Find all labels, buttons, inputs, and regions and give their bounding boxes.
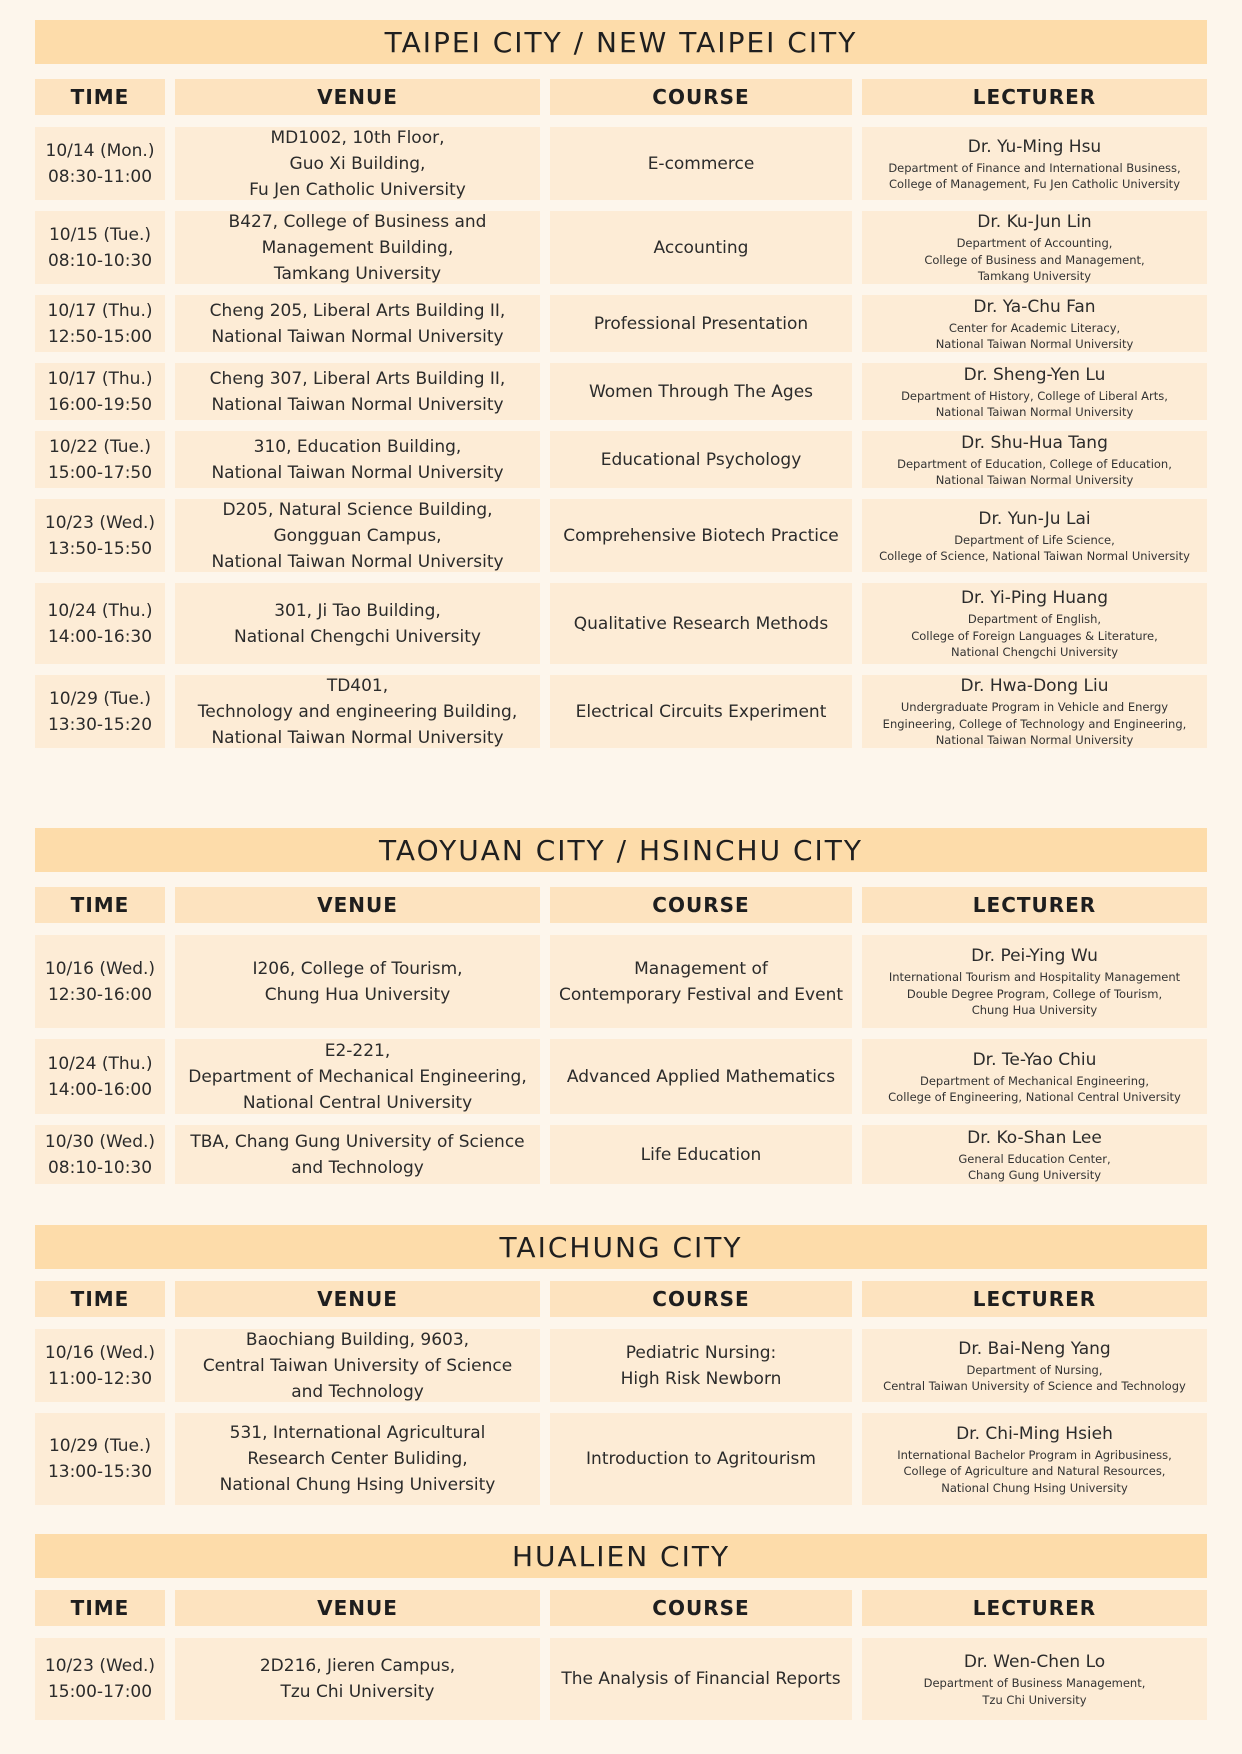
time-cell xyxy=(35,675,165,748)
venue-cell xyxy=(175,935,540,1028)
lecturer-affiliation: College of Agriculture and Natural Resources, xyxy=(903,1464,1166,1479)
session-hours: 12:50-15:00 xyxy=(47,326,153,347)
course-cell xyxy=(550,211,852,284)
venue-line: Guo Xi Building, xyxy=(289,153,426,174)
lecturer-cell xyxy=(862,935,1207,1028)
session-hours: 08:30-11:00 xyxy=(47,166,153,187)
session-date: 10/23 (Wed.) xyxy=(44,1656,156,1676)
venue-line: National Taiwan Normal University xyxy=(211,326,504,347)
time-cell xyxy=(35,1329,165,1402)
venue-cell xyxy=(175,583,540,664)
lecturer-name: Dr. Ya-Chu Fan xyxy=(973,296,1096,317)
table-row xyxy=(35,583,1207,664)
time-cell xyxy=(35,935,165,1028)
venue-line: Department of Mechanical Engineering, xyxy=(188,1066,527,1087)
table-row xyxy=(35,211,1207,284)
table-row xyxy=(35,675,1207,748)
venue-line: 310, Education Building, xyxy=(253,436,462,457)
lecturer-affiliation: Department of Life Science, xyxy=(954,532,1115,547)
table-row xyxy=(35,431,1207,488)
lecturer-affiliation: Department of English, xyxy=(967,612,1102,627)
course-name: E-commerce xyxy=(647,153,755,174)
venue-line: TD401, xyxy=(326,675,389,696)
venue-line: National Chung Hsing University xyxy=(219,1475,496,1495)
venue-cell xyxy=(175,295,540,352)
time-cell xyxy=(35,295,165,352)
lecturer-name: Dr. Chi-Ming Hsieh xyxy=(956,1423,1113,1444)
lecturer-header: LECTURER xyxy=(862,1281,1207,1317)
session-date: 10/23 (Wed.) xyxy=(44,512,156,533)
venue-cell xyxy=(175,1039,540,1114)
lecturer-name: Dr. Yi-Ping Huang xyxy=(960,588,1109,609)
region-title: TAOYUAN CITY / HSINCHU CITY xyxy=(35,828,1207,872)
session-hours: 08:10-10:30 xyxy=(47,1157,153,1178)
venue-header: VENUE xyxy=(175,1281,540,1317)
lecturer-name: Dr. Te-Yao Chiu xyxy=(972,1049,1097,1070)
lecturer-affiliation: Tzu Chi University xyxy=(982,1692,1087,1707)
venue-line: 531, International Agricultural xyxy=(229,1423,486,1443)
session-hours: 13:00-15:30 xyxy=(47,1462,153,1482)
session-hours: 16:00-19:50 xyxy=(47,394,153,415)
lecturer-affiliation: National Taiwan Normal University xyxy=(935,473,1134,487)
venue-line: Baochiang Building, 9603, xyxy=(245,1329,470,1350)
venue-line: Cheng 307, Liberal Arts Building II, xyxy=(209,368,506,389)
time-cell xyxy=(35,1125,165,1184)
session-hours: 12:30-16:00 xyxy=(47,984,153,1005)
session-date: 10/24 (Thu.) xyxy=(47,600,153,621)
lecturer-cell xyxy=(862,363,1207,420)
table-header xyxy=(35,1281,1207,1317)
session-hours: 14:00-16:30 xyxy=(47,626,153,647)
course-name: Pediatric Nursing: xyxy=(625,1342,777,1363)
course-cell xyxy=(550,127,852,200)
course-name: Accounting xyxy=(653,237,749,258)
venue-line: National Central University xyxy=(242,1092,473,1113)
venue-cell xyxy=(175,431,540,488)
venue-line: National Taiwan Normal University xyxy=(211,462,504,483)
venue-line: Technology and engineering Building, xyxy=(197,701,518,722)
session-date: 10/24 (Thu.) xyxy=(47,1053,153,1074)
venue-line: TBA, Chang Gung University of Science xyxy=(190,1131,525,1152)
lecturer-cell xyxy=(862,1125,1207,1184)
course-header: COURSE xyxy=(550,1590,852,1626)
lecturer-name: Dr. Yun-Ju Lai xyxy=(978,508,1091,529)
table-row xyxy=(35,127,1207,200)
session-date: 10/14 (Mon.) xyxy=(45,140,155,161)
lecturer-affiliation: College of Foreign Languages & Literature, xyxy=(911,628,1158,643)
course-cell xyxy=(550,499,852,572)
schedule-table xyxy=(35,887,1207,1195)
course-cell xyxy=(550,675,852,748)
lecturer-name: Dr. Shu-Hua Tang xyxy=(961,432,1108,453)
lecturer-affiliation: National Taiwan Normal University xyxy=(935,337,1134,351)
time-header: TIME xyxy=(35,887,165,923)
lecturer-affiliation: College of Management, Fu Jen Catholic University xyxy=(889,177,1180,191)
venue-line: National Chengchi University xyxy=(234,626,481,647)
lecturer-affiliation: National Taiwan Normal University xyxy=(935,733,1134,748)
lecturer-cell xyxy=(862,431,1207,488)
table-row xyxy=(35,363,1207,420)
time-cell xyxy=(35,1413,165,1505)
course-name: Qualitative Research Methods xyxy=(573,613,829,634)
lecturer-cell xyxy=(862,1039,1207,1114)
venue-line: Chung Hua University xyxy=(264,984,451,1005)
session-hours: 15:00-17:00 xyxy=(47,1682,153,1702)
session-hours: 13:50-15:50 xyxy=(47,538,153,559)
course-cell xyxy=(550,1329,852,1402)
session-date: 10/30 (Wed.) xyxy=(44,1131,156,1152)
table-row xyxy=(35,499,1207,572)
course-name: Educational Psychology xyxy=(600,449,802,470)
course-cell xyxy=(550,1638,852,1720)
lecturer-cell xyxy=(862,211,1207,284)
venue-line: National Taiwan Normal University xyxy=(211,727,504,748)
lecturer-name: Dr. Bai-Neng Yang xyxy=(958,1338,1111,1359)
venue-line: National Taiwan Normal University xyxy=(211,394,504,415)
table-row xyxy=(35,295,1207,352)
lecturer-affiliation: Department of Education, College of Education, xyxy=(897,456,1172,471)
lecturer-name: Dr. Sheng-Yen Lu xyxy=(963,364,1106,385)
venue-cell xyxy=(175,211,540,284)
course-cell xyxy=(550,295,852,352)
lecturer-affiliation: Chang Gung University xyxy=(967,1168,1102,1182)
course-name: Comprehensive Biotech Practice xyxy=(563,525,839,546)
session-date: 10/29 (Tue.) xyxy=(48,1436,152,1456)
lecturer-affiliation: College of Business and Management, xyxy=(924,252,1145,267)
time-cell xyxy=(35,1039,165,1114)
venue-line: Gongguan Campus, xyxy=(273,525,442,546)
course-cell xyxy=(550,1039,852,1114)
lecturer-name: Dr. Wen-Chen Lo xyxy=(963,1652,1106,1672)
lecturer-affiliation: Department of Business Management, xyxy=(923,1676,1146,1690)
venue-cell xyxy=(175,1638,540,1720)
time-cell xyxy=(35,499,165,572)
course-header: COURSE xyxy=(550,887,852,923)
session-date: 10/29 (Tue.) xyxy=(48,688,152,709)
table-header xyxy=(35,79,1207,115)
lecturer-affiliation: Department of Mechanical Engineering, xyxy=(919,1073,1149,1088)
lecturer-affiliation: Department of Finance and International Business, xyxy=(888,160,1181,175)
lecturer-cell xyxy=(862,1329,1207,1402)
course-cell xyxy=(550,363,852,420)
venue-header: VENUE xyxy=(175,887,540,923)
venue-line: Central Taiwan University of Science xyxy=(202,1355,513,1376)
lecturer-affiliation: College of Science, National Taiwan Normal University xyxy=(879,549,1190,563)
venue-line: E2-221, xyxy=(324,1040,391,1061)
lecturer-cell xyxy=(862,675,1207,748)
lecturer-name: Dr. Yu-Ming Hsu xyxy=(967,136,1102,157)
session-date: 10/16 (Wed.) xyxy=(44,1342,156,1363)
venue-cell xyxy=(175,1125,540,1184)
table-row xyxy=(35,1039,1207,1114)
venue-line: Management Building, xyxy=(261,237,454,258)
lecturer-cell xyxy=(862,583,1207,664)
lecturer-affiliation: Tamkang University xyxy=(977,269,1092,284)
region-title: TAIPEI CITY / NEW TAIPEI CITY xyxy=(35,20,1207,64)
lecturer-affiliation: Double Degree Program, College of Tourism, xyxy=(906,986,1163,1001)
course-name: The Analysis of Financial Reports xyxy=(561,1669,841,1689)
course-name: Life Education xyxy=(640,1144,762,1165)
session-date: 10/17 (Thu.) xyxy=(47,300,153,321)
venue-line: Research Center Buliding, xyxy=(247,1449,468,1469)
course-header: COURSE xyxy=(550,1281,852,1317)
session-date: 10/16 (Wed.) xyxy=(44,958,156,979)
session-hours: 14:00-16:00 xyxy=(47,1079,153,1100)
lecturer-affiliation: Engineering, College of Technology and Engineering, xyxy=(882,716,1187,731)
time-cell xyxy=(35,211,165,284)
table-row xyxy=(35,1413,1207,1505)
venue-header: VENUE xyxy=(175,1590,540,1626)
lecturer-cell xyxy=(862,1638,1207,1720)
region-title: HUALIEN CITY xyxy=(35,1534,1207,1578)
lecturer-header: LECTURER xyxy=(862,887,1207,923)
lecturer-affiliation: National Chung Hsing University xyxy=(941,1480,1128,1495)
lecturer-cell xyxy=(862,1413,1207,1505)
schedule-table xyxy=(35,1281,1207,1516)
venue-line: Tzu Chi University xyxy=(280,1682,435,1702)
lecturer-affiliation: National Taiwan Normal University xyxy=(935,405,1134,419)
lecturer-cell xyxy=(862,127,1207,200)
lecturer-affiliation: International Tourism and Hospitality Management xyxy=(888,970,1181,985)
lecturer-cell xyxy=(862,295,1207,352)
venue-line: Cheng 205, Liberal Arts Building II, xyxy=(209,300,506,321)
course-name: Women Through The Ages xyxy=(588,381,814,402)
session-date: 10/17 (Thu.) xyxy=(47,368,153,389)
lecturer-affiliation: International Bachelor Program in Agribusiness, xyxy=(897,1447,1172,1462)
lecturer-affiliation: College of Engineering, National Central University xyxy=(888,1090,1181,1104)
venue-line: 301, Ji Tao Building, xyxy=(274,600,441,621)
course-name: Introduction to Agritourism xyxy=(586,1449,816,1469)
venue-line: Fu Jen Catholic University xyxy=(249,179,466,200)
venue-cell xyxy=(175,363,540,420)
session-hours: 13:30-15:20 xyxy=(47,714,153,735)
venue-line: D205, Natural Science Building, xyxy=(222,499,493,520)
lecturer-affiliation: Department of History, College of Liberal Arts, xyxy=(901,388,1168,403)
course-name: Advanced Applied Mathematics xyxy=(566,1066,836,1087)
session-date: 10/22 (Tue.) xyxy=(48,436,152,457)
session-hours: 11:00-12:30 xyxy=(47,1368,153,1389)
session-date: 10/15 (Tue.) xyxy=(48,224,152,245)
time-header: TIME xyxy=(35,1281,165,1317)
lecturer-header: LECTURER xyxy=(862,79,1207,115)
lecturer-header: LECTURER xyxy=(862,1590,1207,1626)
time-cell xyxy=(35,583,165,664)
table-row xyxy=(35,1329,1207,1402)
venue-cell xyxy=(175,1413,540,1505)
time-header: TIME xyxy=(35,79,165,115)
lecturer-affiliation: Department of Nursing, xyxy=(966,1362,1103,1377)
venue-line: MD1002, 10th Floor, xyxy=(270,127,445,148)
lecturer-affiliation: Chung Hua University xyxy=(971,1003,1098,1018)
course-name: High Risk Newborn xyxy=(620,1368,782,1389)
session-hours: 08:10-10:30 xyxy=(47,250,153,271)
lecturer-affiliation: Undergraduate Program in Vehicle and Energy xyxy=(900,700,1169,715)
venue-header: VENUE xyxy=(175,79,540,115)
schedule-table xyxy=(35,79,1207,759)
venue-line: 2D216, Jieren Campus, xyxy=(259,1656,456,1676)
course-name: Professional Presentation xyxy=(593,313,809,334)
lecturer-name: Dr. Hwa-Dong Liu xyxy=(960,676,1109,697)
time-cell xyxy=(35,363,165,420)
venue-line: B427, College of Business and xyxy=(228,211,487,232)
session-hours: 15:00-17:50 xyxy=(47,462,153,483)
table-row xyxy=(35,1125,1207,1184)
table-header xyxy=(35,887,1207,923)
lecturer-affiliation: Department of Accounting, xyxy=(956,236,1113,251)
course-cell xyxy=(550,935,852,1028)
lecturer-affiliation: General Education Center, xyxy=(958,1151,1111,1166)
course-name: Management of xyxy=(634,958,768,979)
venue-cell xyxy=(175,1329,540,1402)
venue-line: and Technology xyxy=(291,1157,424,1178)
venue-cell xyxy=(175,499,540,572)
venue-line: Tamkang University xyxy=(273,263,442,284)
region-title: TAICHUNG CITY xyxy=(35,1225,1207,1269)
course-cell xyxy=(550,431,852,488)
course-name: Contemporary Festival and Event xyxy=(558,984,844,1005)
course-cell xyxy=(550,1125,852,1184)
table-row xyxy=(35,935,1207,1028)
venue-cell xyxy=(175,675,540,748)
course-cell xyxy=(550,583,852,664)
lecturer-name: Dr. Ko-Shan Lee xyxy=(967,1127,1102,1148)
lecturer-name: Dr. Ku-Jun Lin xyxy=(977,212,1092,233)
course-name: Electrical Circuits Experiment xyxy=(575,701,827,722)
course-cell xyxy=(550,1413,852,1505)
lecturer-affiliation: Center for Academic Literacy, xyxy=(948,320,1121,335)
schedule-table xyxy=(35,1590,1207,1731)
venue-cell xyxy=(175,127,540,200)
lecturer-name: Dr. Pei-Ying Wu xyxy=(971,946,1098,967)
time-cell xyxy=(35,1638,165,1720)
time-header: TIME xyxy=(35,1590,165,1626)
table-header xyxy=(35,1590,1207,1626)
lecturer-affiliation: Central Taiwan University of Science and Technology xyxy=(883,1379,1186,1393)
lecturer-affiliation: National Chengchi University xyxy=(950,645,1119,660)
course-header: COURSE xyxy=(550,79,852,115)
venue-line: I206, College of Tourism, xyxy=(252,958,463,979)
table-row xyxy=(35,1638,1207,1720)
time-cell xyxy=(35,431,165,488)
venue-line: National Taiwan Normal University xyxy=(211,551,504,572)
lecturer-cell xyxy=(862,499,1207,572)
venue-line: and Technology xyxy=(291,1381,424,1402)
time-cell xyxy=(35,127,165,200)
